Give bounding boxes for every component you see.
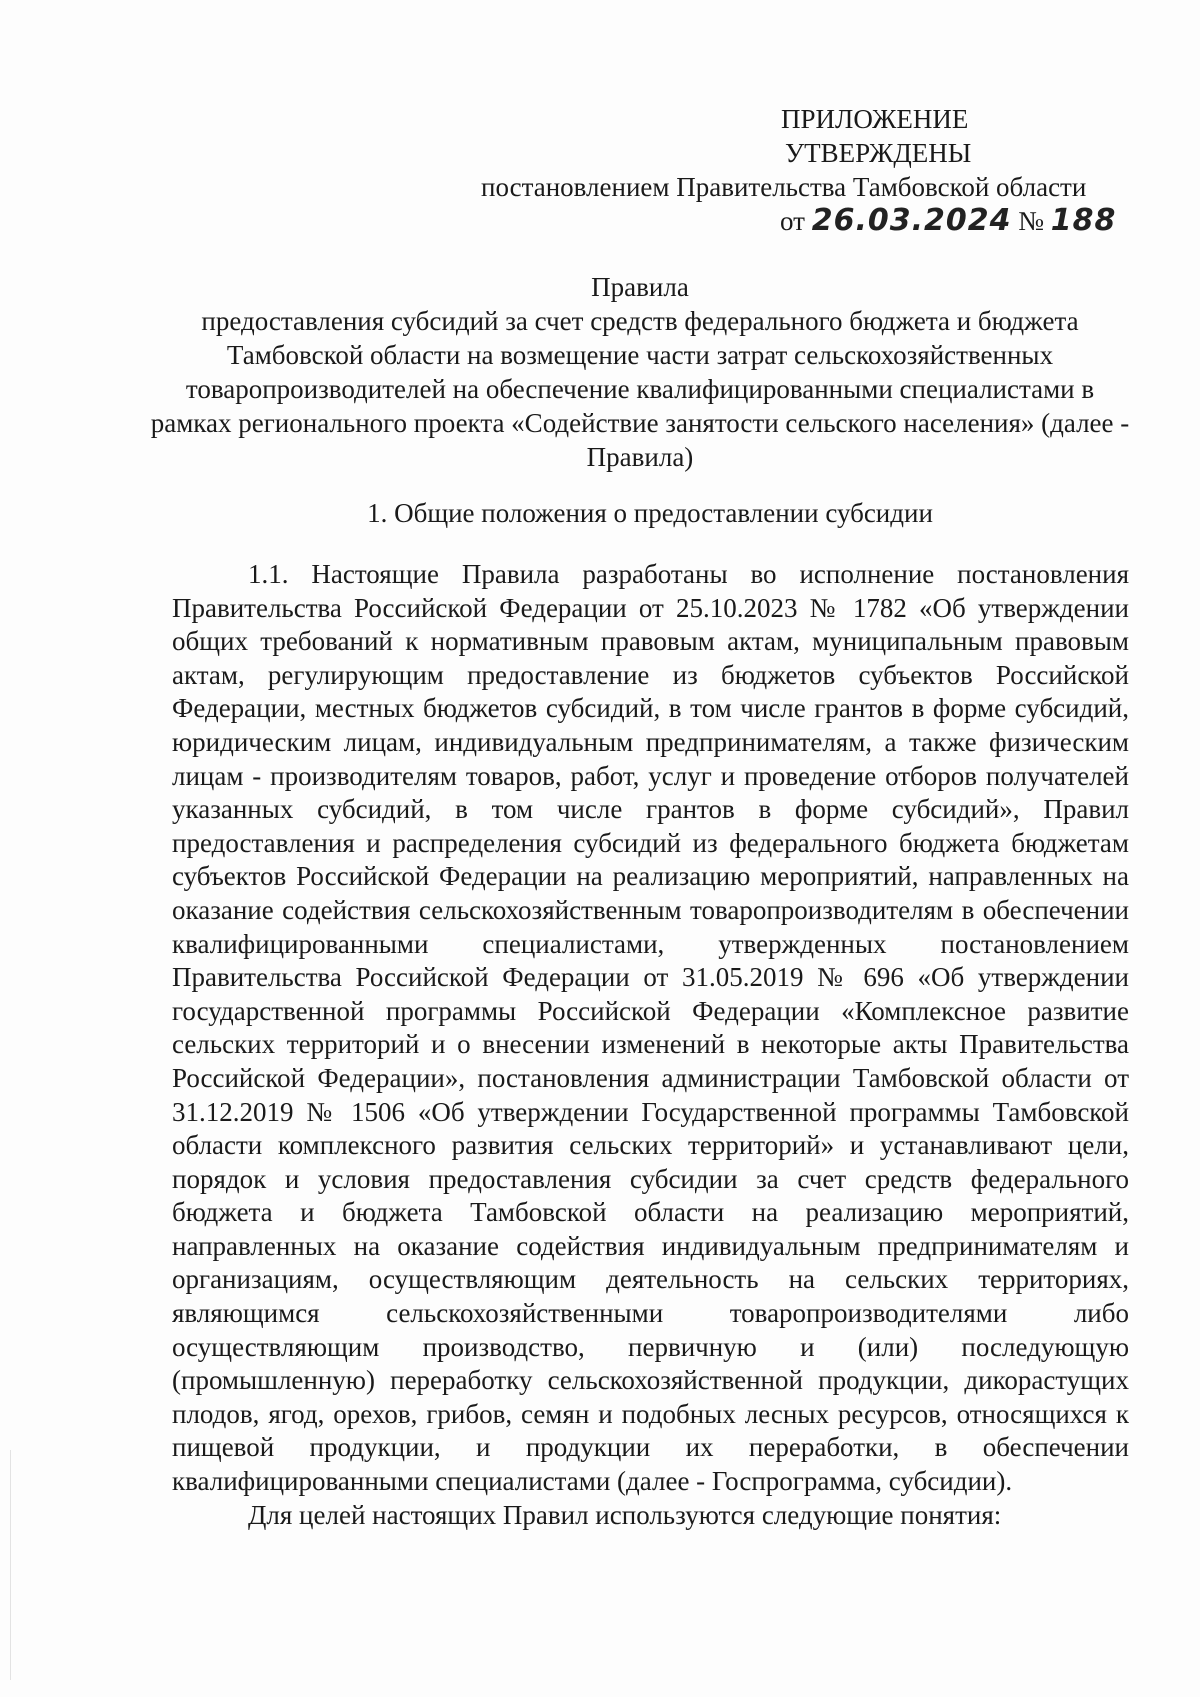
section-1-heading: 1. Общие положения о предоставлении субсидии (367, 498, 933, 528)
document-title (150, 270, 1130, 474)
appendix-label: ПРИЛОЖЕНИЕ (781, 104, 969, 134)
handwritten-number: 188 (1050, 203, 1117, 238)
section-1-body (172, 558, 1129, 1532)
paragraph-definitions-intro: Для целей настоящих Правил используются следующие понятия: (248, 1499, 1002, 1530)
approved-label: УТВЕРЖДЕНЫ (785, 138, 972, 168)
title-rules-word: Правила (591, 272, 689, 302)
decree-reference: постановлением Правительства Тамбовской области (481, 172, 1087, 202)
scan-margin-line (10, 1450, 11, 1680)
handwritten-date: 26.03.2024 (811, 203, 1012, 238)
decree-date-number (780, 204, 1116, 238)
title-subject: предоставления субсидий за счет средств федерального бюджета и бюджета Тамбовской области на возмещение части затрат сельскохозяйственных товаропроизводителей на обеспечение квалифицированными специалистами в рамках регионального проекта «Содействие занятости сельского населения» (далее - Правила) (150, 306, 1130, 472)
date-prefix: от (780, 206, 805, 236)
paragraph-1-1: 1.1. Настоящие Правила разработаны во исполнение постановления Правительства Российской Федерации от 25.10.2023 № 1782 «Об утверждении общих требований к нормативным правовым актам, муниципальным правовым актам, регулирующим предоставление из бюджетов субъектов Российской Федерации, местных бюджетов субсидий, в том числе грантов в форме субсидий, юридическим лицам, индивидуальным предпринимателям, а также физическим лицам - производителям товаров, работ, услуг и проведение отборов получателей указанных субсидий, в том числе грантов в форме субсидий», Правил предоставления и распределения субсидий из федерального бюджета бюджетам субъектов Российской Федерации на реализацию мероприятий, направленных на оказание содействия сельскохозяйственным товаропроизводителям в обеспечении квалифицированными специалистами, утвержденных постановлением Правительства Российской Федерации от 31.05.2019 № 696 «Об утверждении государственной программы Российской Федерации «Комплексное развитие сельских территорий и о внесении изменений в некоторые акты Правительства Российской Федерации», постановления администрации Тамбовской области от 31.12.2019 № 1506 «Об утверждении Государственной программы Тамбовской области комплексного развития сельских территорий» и устанавливают цели, порядок и условия предоставления субсидии за счет средств федерального бюджета и бюджета Тамбовской области на реализацию мероприятий, направленных на оказание содействия индивидуальным предпринимателям и организациям, осуществляющим деятельность на сельских территориях, являющимся сельскохозяйственными товаропроизводителями либо осуществляющим производство, первичную и (или) последующую (промышленную) переработку сельскохозяйственной продукции, дикорастущих плодов, ягод, орехов, грибов, семян и подобных лесных ресурсов, относящихся к пищевой продукции, и продукции их переработки, в обеспечении квалифицированными специалистами (далее - Госпрограмма, субсидии). (172, 559, 1129, 1497)
number-sign: № (1018, 206, 1045, 236)
